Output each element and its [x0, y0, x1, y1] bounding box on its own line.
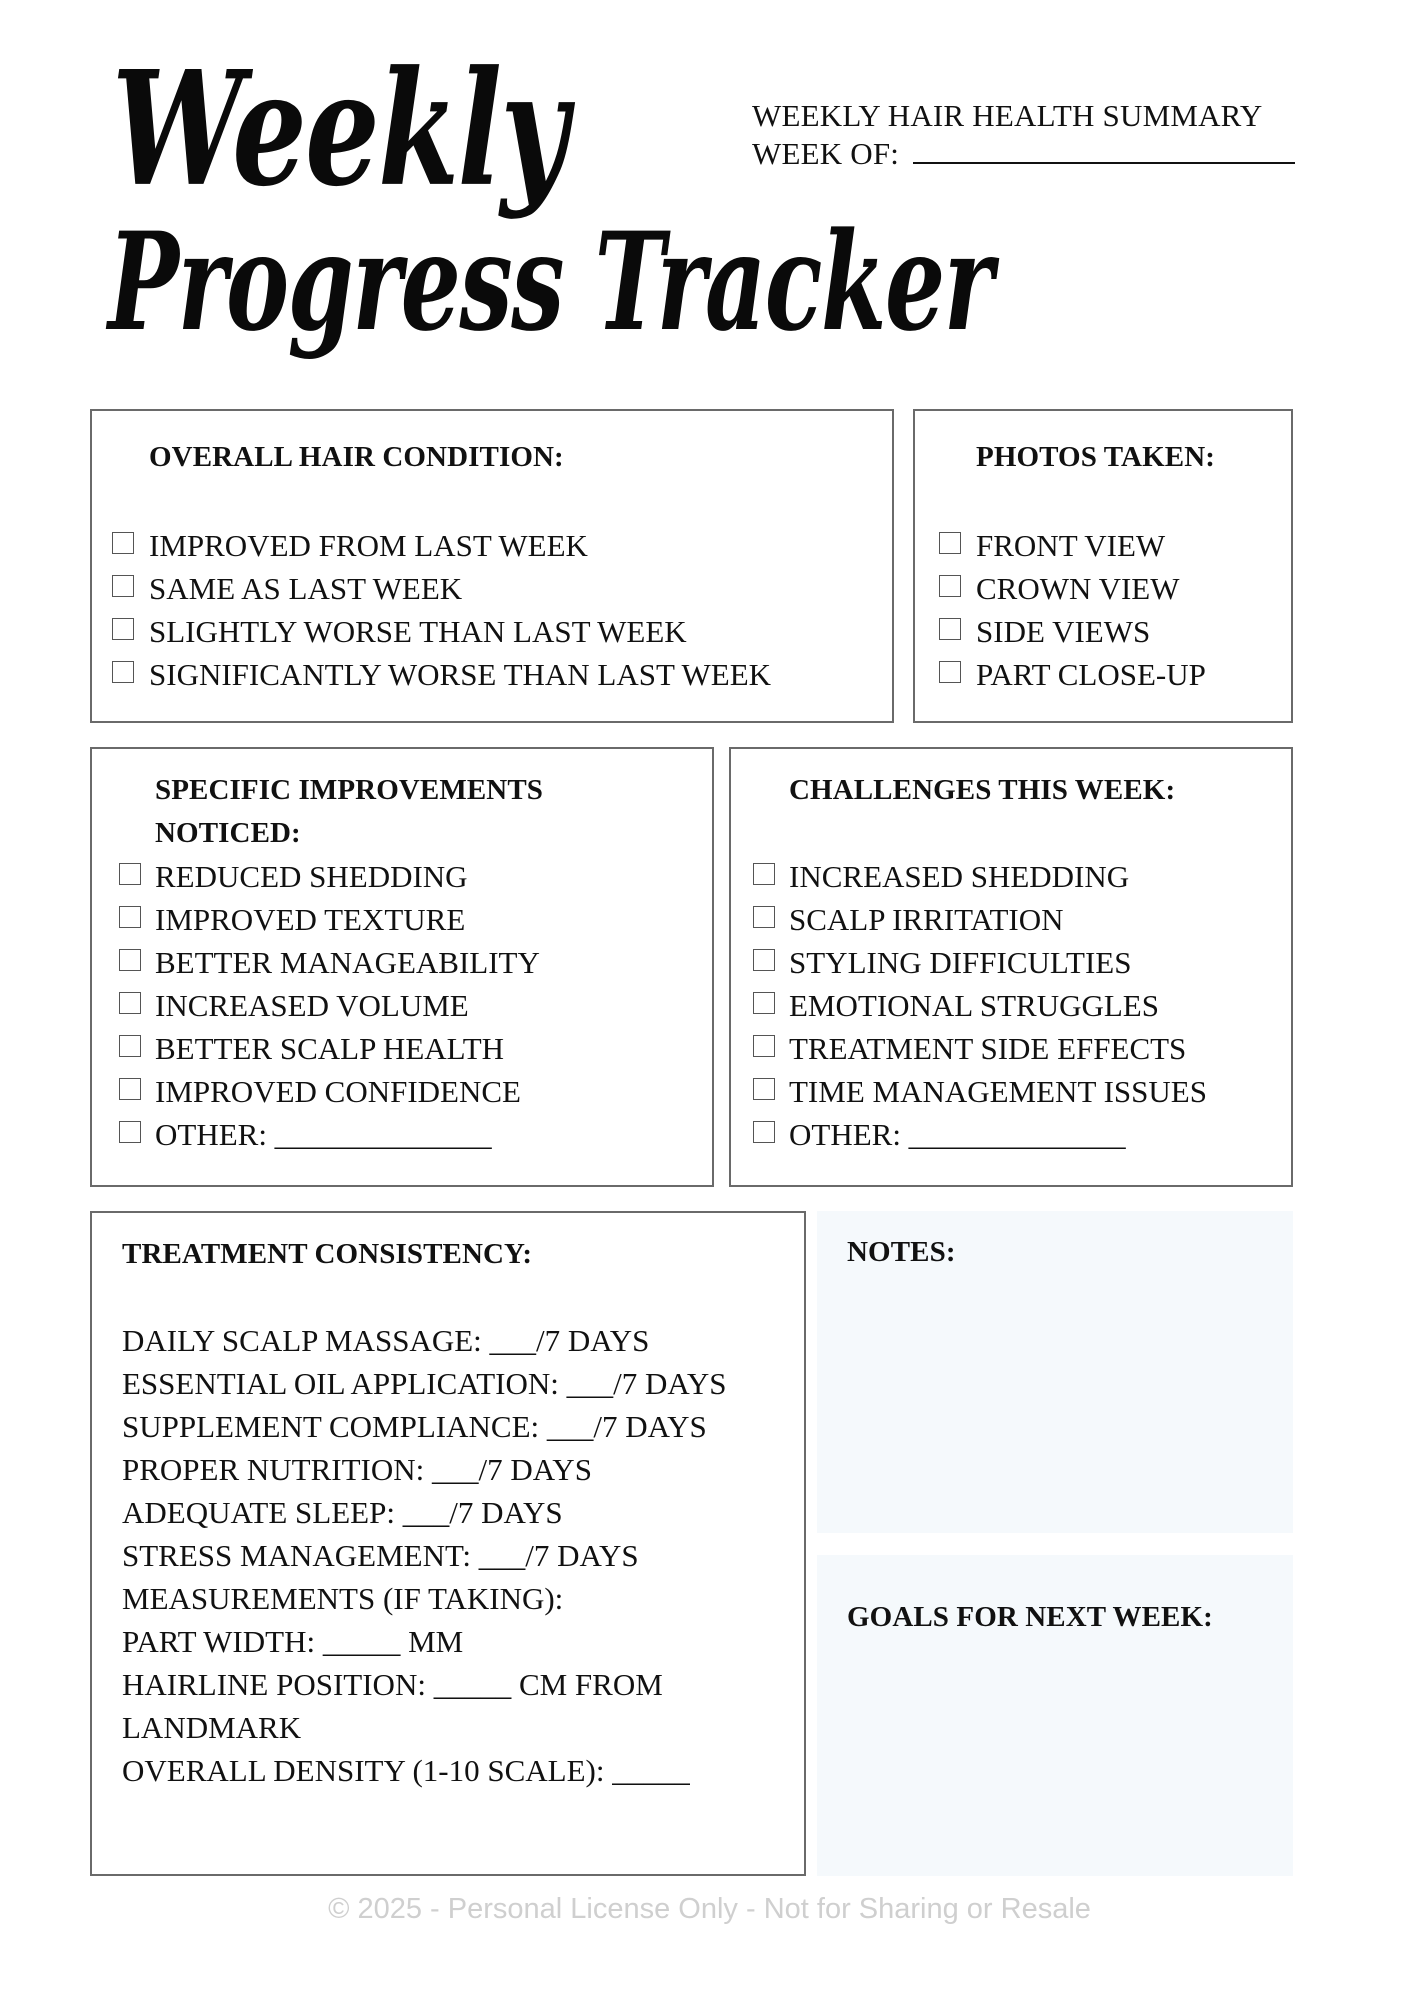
checkbox-icon[interactable] [753, 1035, 775, 1057]
week-of-label: WEEK OF: [752, 136, 900, 171]
checkbox-icon[interactable] [753, 1121, 775, 1143]
treatment-line[interactable]: STRESS MANAGEMENT: ___/7 DAYS [122, 1538, 639, 1573]
checkbox-icon[interactable] [753, 992, 775, 1014]
overall-density-line[interactable]: OVERALL DENSITY (1-10 SCALE): _____ [122, 1753, 690, 1788]
goals-panel[interactable] [817, 1555, 1293, 1876]
challenges-heading: CHALLENGES THIS WEEK: [789, 774, 1176, 806]
treatment-consistency-panel [90, 1211, 806, 1876]
treatment-line[interactable]: DAILY SCALP MASSAGE: ___/7 DAYS [122, 1323, 650, 1358]
photos-taken-heading: PHOTOS TAKEN: [976, 441, 1215, 473]
checkbox-icon[interactable] [753, 949, 775, 971]
improvements-heading-line2: NOTICED: [155, 817, 301, 849]
week-of-row [752, 135, 1295, 173]
checkbox-icon[interactable] [112, 532, 134, 554]
improvements-heading-line1: SPECIFIC IMPROVEMENTS [155, 774, 543, 806]
checkbox-icon[interactable] [119, 949, 141, 971]
week-of-field[interactable] [913, 138, 1295, 164]
goals-heading: GOALS FOR NEXT WEEK: [847, 1601, 1213, 1633]
challenges-panel: CHALLENGES THIS WEEK: INCREASED SHEDDING SCALP IRRITATION STYLING DIFFICULTIES EMOTIONAL STRUGGLES TREATMENT SIDE EFFECTS TIME MANAGEMENT ISSUES OTHER: ______________ [729, 747, 1293, 1187]
improvements-panel: SPECIFIC IMPROVEMENTS NOTICED: REDUCED SHEDDING IMPROVED TEXTURE BETTER MANAGEABILITY INCREASED VOLUME BETTER SCALP HEALTH IMPROVED CONFIDENCE OTHER: ______________ [90, 747, 714, 1187]
treatment-line[interactable]: ADEQUATE SLEEP: ___/7 DAYS [122, 1495, 563, 1530]
checkbox-icon[interactable] [939, 575, 961, 597]
overall-condition-heading: OVERALL HAIR CONDITION: [149, 441, 564, 473]
checkbox-icon[interactable] [112, 661, 134, 683]
checkbox-icon[interactable] [753, 1078, 775, 1100]
checkbox-icon[interactable] [119, 1078, 141, 1100]
part-width-line[interactable]: PART WIDTH: _____ MM [122, 1624, 464, 1659]
hairline-position-line[interactable]: HAIRLINE POSITION: _____ CM FROM [122, 1667, 663, 1702]
checkbox-icon[interactable] [119, 863, 141, 885]
checkbox-icon[interactable] [112, 618, 134, 640]
license-footer: © 2025 - Personal License Only - Not for Sharing or Resale [328, 1893, 1091, 1925]
hairline-position-line-cont: LANDMARK [122, 1710, 302, 1745]
checkbox-icon[interactable] [119, 992, 141, 1014]
summary-label: WEEKLY HAIR HEALTH SUMMARY [752, 98, 1263, 133]
overall-condition-panel: OVERALL HAIR CONDITION: IMPROVED FROM LAST WEEK SAME AS LAST WEEK SLIGHTLY WORSE THAN LAST WEEK SIGNIFICANTLY WORSE THAN LAST WEEK [90, 409, 894, 723]
checkbox-icon[interactable] [753, 863, 775, 885]
checkbox-icon[interactable] [939, 618, 961, 640]
checkbox-icon[interactable] [753, 906, 775, 928]
checkbox-icon[interactable] [112, 575, 134, 597]
checkbox-icon[interactable] [119, 906, 141, 928]
checkbox-icon[interactable] [939, 661, 961, 683]
treatment-line[interactable]: ESSENTIAL OIL APPLICATION: ___/7 DAYS [122, 1366, 727, 1401]
checkbox-icon[interactable] [119, 1035, 141, 1057]
treatment-line[interactable]: SUPPLEMENT COMPLIANCE: ___/7 DAYS [122, 1409, 707, 1444]
treatment-heading: TREATMENT CONSISTENCY: [122, 1238, 533, 1270]
treatment-line[interactable]: PROPER NUTRITION: ___/7 DAYS [122, 1452, 592, 1487]
measurements-label: MEASUREMENTS (IF TAKING): [122, 1581, 564, 1616]
notes-heading: NOTES: [847, 1236, 956, 1268]
checkbox-icon[interactable] [939, 532, 961, 554]
notes-panel[interactable] [817, 1211, 1293, 1533]
checkbox-icon[interactable] [119, 1121, 141, 1143]
photos-taken-panel: PHOTOS TAKEN: FRONT VIEW CROWN VIEW SIDE VIEWS PART CLOSE-UP [913, 409, 1293, 723]
title-weekly: Weekly [112, 36, 567, 222]
title-progress-tracker: Progress Tracker [108, 202, 993, 361]
